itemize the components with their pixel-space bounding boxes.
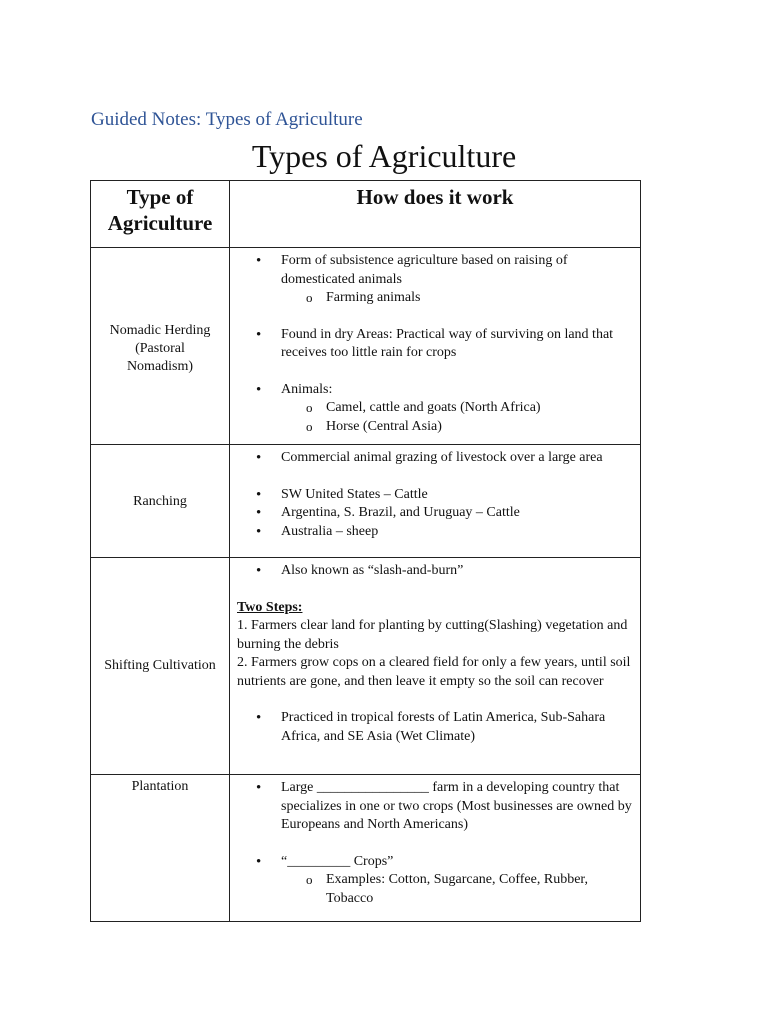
type-cell	[91, 445, 230, 558]
table-row	[91, 445, 641, 558]
type-cell	[91, 248, 230, 445]
table-row	[91, 248, 641, 445]
type-label-line: Nomadic Herding	[109, 323, 211, 338]
spacer	[281, 308, 634, 326]
list-item: • “_________ Crops” o Examples: Cotton, Sugarcane, Coffee, Rubber, Tobacco	[281, 853, 634, 909]
bullet-list	[237, 709, 634, 746]
list-item: • SW United States – Cattle	[281, 486, 634, 505]
bullet-list	[237, 562, 634, 581]
list-item: • Commercial animal grazing of livestock over a large area	[281, 449, 634, 468]
table-header-row	[91, 181, 641, 248]
list-item: o Examples: Cotton, Sugarcane, Coffee, Rubber, Tobacco	[326, 871, 634, 908]
list-item: • Argentina, S. Brazil, and Uruguay – Cattle	[281, 504, 634, 523]
type-cell	[91, 558, 230, 775]
spacer	[237, 691, 634, 709]
list-item: o Farming animals	[326, 289, 634, 308]
bullet-list	[237, 449, 634, 541]
spacer	[237, 581, 634, 599]
bullet-list	[237, 779, 634, 908]
list-item: o Horse (Central Asia)	[326, 418, 634, 437]
step-one: 1. Farmers clear land for planting by cutting(Slashing) vegetation and burning the debris	[237, 618, 628, 652]
step-two: 2. Farmers grow cops on a cleared field for only a few years, until soil nutrients are gone, and then leave it empty so the soil can recover	[237, 655, 631, 689]
bullet-list	[237, 252, 634, 436]
list-item: • Australia – sheep	[281, 523, 634, 542]
type-label: Plantation	[131, 779, 189, 794]
type-label: Ranching	[133, 494, 187, 509]
document-header: Guided Notes: Types of Agriculture	[91, 109, 363, 130]
type-cell	[91, 775, 230, 922]
two-steps-label: Two Steps:	[237, 599, 303, 615]
sub-bullet-list	[281, 399, 634, 436]
description-cell	[230, 445, 641, 558]
spacer	[281, 363, 634, 381]
description-cell	[230, 558, 641, 775]
column-header-how: How does it work	[230, 181, 641, 248]
sub-bullet-list	[281, 289, 634, 308]
list-item: • Animals: o Camel, cattle and goats (North Africa) o Horse (Central Asia)	[281, 381, 634, 437]
spacer	[281, 835, 634, 853]
spacer	[281, 468, 634, 486]
page-title: Types of Agriculture	[251, 138, 517, 174]
type-label-line: (Pastoral	[135, 341, 185, 356]
description-cell	[230, 775, 641, 922]
list-item: • Also known as “slash-and-burn”	[281, 562, 634, 581]
table-row	[91, 558, 641, 775]
description-cell	[230, 248, 641, 445]
sub-bullet-list	[281, 871, 634, 908]
list-item: o Camel, cattle and goats (North Africa)	[326, 399, 634, 418]
list-item: • Large ________________ farm in a developing country that specializes in one or two crops (Most businesses are owned by Europeans and North Americans)	[281, 779, 634, 835]
type-label: Shifting Cultivation	[104, 658, 216, 673]
table-row	[91, 775, 641, 922]
column-header-type: Type of Agriculture	[91, 181, 230, 248]
agriculture-table	[90, 180, 641, 922]
list-item: • Form of subsistence agriculture based on raising of domesticated animals o Farming animals	[281, 252, 634, 308]
type-label-line: Nomadism)	[126, 359, 194, 374]
list-item: • Found in dry Areas: Practical way of surviving on land that receives too little rain for crops	[281, 326, 634, 363]
list-item: • Practiced in tropical forests of Latin America, Sub-Sahara Africa, and SE Asia (Wet Climate)	[281, 709, 634, 746]
